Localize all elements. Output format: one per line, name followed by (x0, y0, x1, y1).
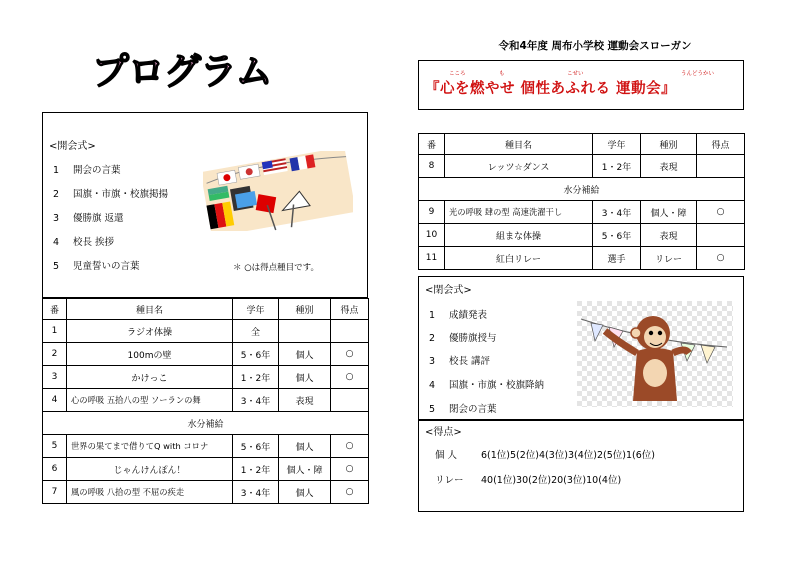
closing-ceremony-panel (418, 276, 744, 420)
table-row (419, 155, 745, 178)
water-break: 水分補給 (43, 412, 369, 435)
row-event: かけっこ (67, 366, 233, 389)
relay-points: 40(1位)30(2位)20(3位)10(4位) (481, 475, 622, 486)
table-row (419, 224, 745, 247)
ruby-kosei: こせい (567, 71, 584, 77)
row-event: 世界の果てまで借りてQ with コロナ (67, 435, 233, 458)
closing-heading: <閉会式> (425, 285, 472, 296)
row-grade: 3・4年 (593, 201, 641, 224)
row-number: 8 (419, 155, 445, 178)
row-event: 紅白リレー (445, 247, 593, 270)
row-score (331, 389, 369, 412)
row-event: 心の呼吸 五拾八の型 ソーランの舞 (67, 389, 233, 412)
row-event: レッツ☆ダンス (445, 155, 593, 178)
opening-item: 1 開会の言葉 (53, 165, 121, 176)
table-row (43, 481, 369, 504)
row-score: ○ (697, 247, 745, 270)
row-type: 個人 (279, 481, 331, 504)
header-score: 得点 (697, 134, 745, 155)
row-number: 3 (43, 366, 67, 389)
row-type: 表現 (641, 155, 697, 178)
row-score: ○ (331, 458, 369, 481)
opening-heading: <開会式> (49, 141, 96, 152)
monkey-illustration (577, 301, 733, 407)
relay-points-label: リレー (435, 475, 464, 486)
row-grade: 1・2年 (233, 366, 279, 389)
row-grade: 5・6年 (593, 224, 641, 247)
row-score (331, 320, 369, 343)
row-type: 表現 (641, 224, 697, 247)
closing-item: 5 閉会の言葉 (429, 404, 497, 415)
header-grade: 学年 (233, 299, 279, 320)
break-row (43, 412, 369, 435)
row-type: リレー (641, 247, 697, 270)
left-program-table (42, 298, 369, 504)
row-grade: 5・6年 (233, 343, 279, 366)
table-row (419, 247, 745, 270)
closing-item: 2 優勝旗授与 (429, 333, 497, 344)
row-grade: 選手 (593, 247, 641, 270)
table-row (43, 435, 369, 458)
closing-item: 3 校長 講評 (429, 356, 491, 367)
opening-item: 3 優勝旗 返還 (53, 213, 124, 224)
header-grade: 学年 (593, 134, 641, 155)
row-grade: 1・2年 (593, 155, 641, 178)
row-type: 個人・障 (641, 201, 697, 224)
program-title-text: プログラム (92, 50, 272, 93)
row-grade: 全 (233, 320, 279, 343)
row-number: 1 (43, 320, 67, 343)
water-break: 水分補給 (419, 178, 745, 201)
row-score: ○ (331, 481, 369, 504)
row-type: 個人・障 (279, 458, 331, 481)
table-header-row (419, 134, 745, 155)
ruby-kokoro: こころ (449, 71, 466, 77)
points-panel (418, 420, 744, 512)
row-score: ○ (331, 366, 369, 389)
row-score: ○ (331, 343, 369, 366)
table-row (43, 343, 369, 366)
row-type: 個人 (279, 343, 331, 366)
row-event: ラジオ体操 (67, 320, 233, 343)
header-number: 番 (43, 299, 67, 320)
ruby-mo: も (499, 71, 505, 77)
opening-item: 5 児童誓いの言葉 (53, 261, 140, 272)
header-event: 種目名 (67, 299, 233, 320)
row-score (697, 224, 745, 247)
table-row (43, 366, 369, 389)
row-type: 個人 (279, 435, 331, 458)
row-score (697, 155, 745, 178)
row-grade: 3・4年 (233, 481, 279, 504)
break-row (419, 178, 745, 201)
row-grade: 1・2年 (233, 458, 279, 481)
individual-points-label: 個 人 (435, 450, 458, 461)
row-type: 個人 (279, 366, 331, 389)
individual-points: 6(1位)5(2位)4(3位)3(4位)2(5位)1(6位) (481, 450, 656, 461)
table-row (43, 320, 369, 343)
row-event: 組まな体操 (445, 224, 593, 247)
row-event: じゃんけんぽん！ (67, 458, 233, 481)
row-event: 光の呼吸 肆の型 高速洗濯干し (445, 201, 593, 224)
header-number: 番 (419, 134, 445, 155)
slogan-box (418, 60, 744, 110)
row-type: 表現 (279, 389, 331, 412)
flags-illustration (203, 151, 353, 231)
row-number: 10 (419, 224, 445, 247)
row-event: 風の呼吸 八拾の型 不屈の疾走 (67, 481, 233, 504)
closing-item: 1 成績発表 (429, 310, 488, 321)
closing-item: 4 国旗・市旗・校旗降納 (429, 380, 545, 391)
header-score: 得点 (331, 299, 369, 320)
table-row (419, 201, 745, 224)
row-score: ○ (331, 435, 369, 458)
table-row (43, 389, 369, 412)
slogan-heading: 令和4年度 周布小学校 運動会スローガン (498, 40, 692, 52)
row-event: 100mの壁 (67, 343, 233, 366)
opening-ceremony-panel (42, 112, 368, 298)
row-type (279, 320, 331, 343)
program-title (88, 42, 288, 98)
row-number: 11 (419, 247, 445, 270)
table-row (43, 458, 369, 481)
table-header-row (43, 299, 369, 320)
row-number: 2 (43, 343, 67, 366)
opening-item: 4 校長 挨拶 (53, 237, 115, 248)
row-grade: 3・4年 (233, 389, 279, 412)
opening-item: 2 国旗・市旗・校旗掲揚 (53, 189, 169, 200)
row-number: 5 (43, 435, 67, 458)
ruby-undoukai: うんどうかい (681, 71, 715, 77)
row-number: 7 (43, 481, 67, 504)
row-grade: 5・6年 (233, 435, 279, 458)
row-number: 4 (43, 389, 67, 412)
row-number: 9 (419, 201, 445, 224)
right-program-table (418, 133, 745, 270)
score-note: ＊ ○は得点種目です。 (233, 263, 319, 273)
row-number: 6 (43, 458, 67, 481)
points-heading: <得点> (425, 427, 462, 438)
header-event: 種目名 (445, 134, 593, 155)
header-type: 種別 (641, 134, 697, 155)
header-type: 種別 (279, 299, 331, 320)
row-score: ○ (697, 201, 745, 224)
slogan-text: 『心を燃やせ 個性あふれる 運動会』 (425, 80, 677, 97)
